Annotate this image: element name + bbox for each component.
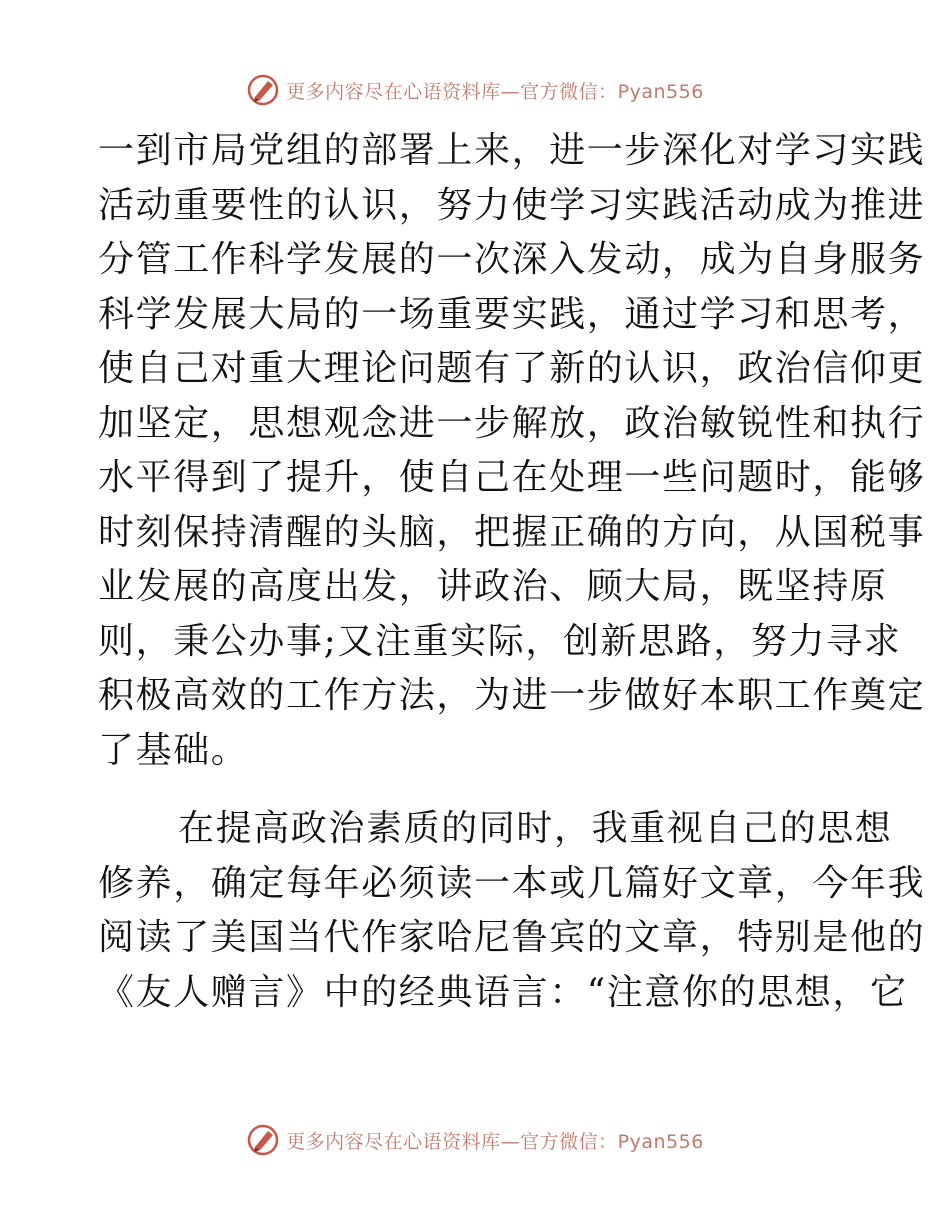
text-line: 时刻保持清醒的头脑，把握正确的方向，从国税事 bbox=[98, 511, 926, 553]
paragraph-gap bbox=[98, 778, 858, 802]
document-body bbox=[98, 124, 926, 1020]
text-line: 阅读了美国当代作家哈尼鲁宾的文章，特别是他的 bbox=[98, 917, 926, 958]
text-line: 业发展的高度出发，讲政治、顾大局，既坚持原 bbox=[98, 566, 888, 607]
pen-logo-icon bbox=[246, 73, 280, 107]
footer-watermark bbox=[0, 1120, 950, 1160]
paragraph bbox=[98, 124, 926, 778]
text-line: 水平得到了提升，使自己在处理一些问题时，能够 bbox=[98, 457, 926, 498]
text-line: 修养，确定每年必须读一本或几篇好文章，今年我 bbox=[98, 862, 926, 904]
text-line: 在提高政治素质的同时，我重视自己的思想 bbox=[178, 808, 893, 849]
watermark-text: 更多内容尽在心语资料库—官方微信：Pyan556 bbox=[286, 1130, 704, 1153]
text-line: 活动重要性的认识，努力使学习实践活动成为推进 bbox=[98, 184, 926, 226]
text-line: 《友人赠言》中的经典语言：“注意你的思想，它 bbox=[98, 971, 908, 1013]
text-line: 一到市局党组的部署上来，进一步深化对学习实践 bbox=[98, 130, 926, 171]
paragraph bbox=[98, 802, 926, 1020]
text-line: 分管工作科学发展的一次深入发动，成为自身服务 bbox=[98, 239, 926, 280]
watermark-text: 更多内容尽在心语资料库—官方微信：Pyan556 bbox=[286, 80, 704, 103]
pen-logo-icon bbox=[246, 1123, 280, 1157]
text-line: 使自己对重大理论问题有了新的认识，政治信仰更 bbox=[98, 348, 926, 389]
text-line: 积极高效的工作方法，为进一步做好本职工作奠定 bbox=[98, 675, 926, 716]
text-line: 科学发展大局的一场重要实践，通过学习和思考， bbox=[98, 293, 926, 335]
text-line: 了基础。 bbox=[98, 729, 249, 771]
text-line: 则，秉公办事;又注重实际，创新思路，努力寻求 bbox=[98, 620, 902, 662]
header-watermark bbox=[0, 70, 950, 110]
text-line: 加坚定，思想观念进一步解放，政治敏锐性和执行 bbox=[98, 402, 926, 444]
